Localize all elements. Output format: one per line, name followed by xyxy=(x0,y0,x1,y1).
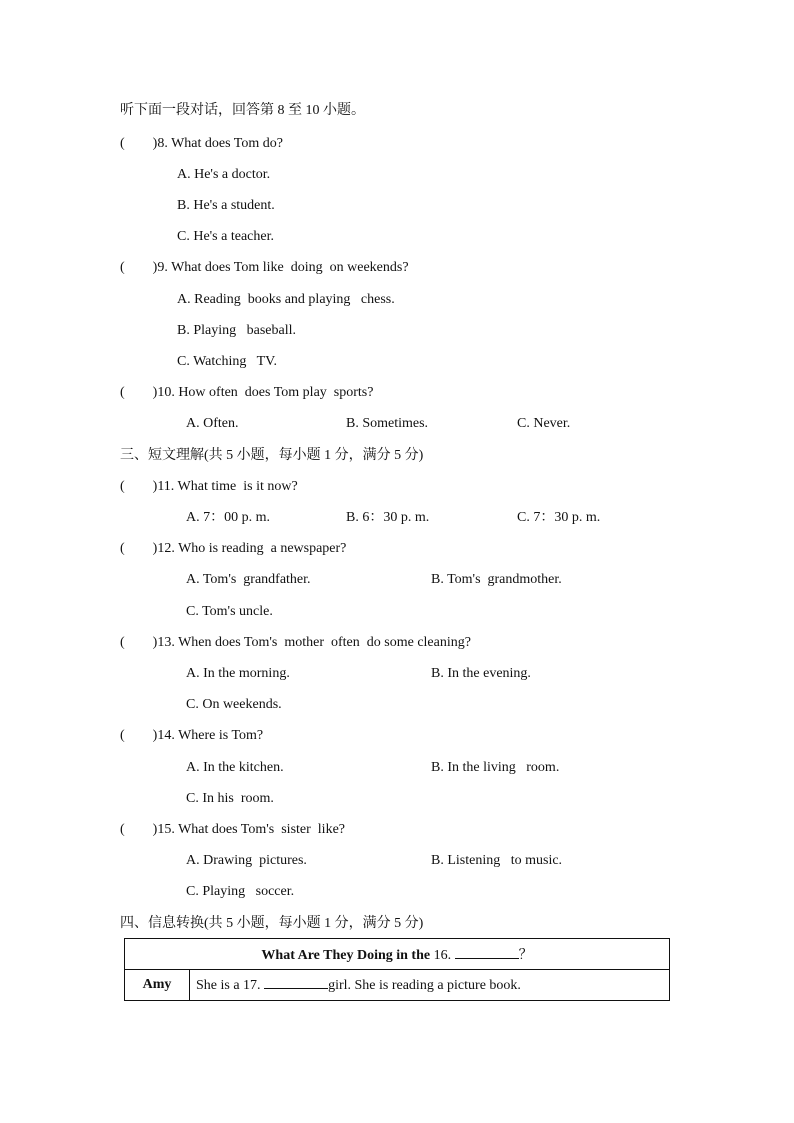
question-10-option-a: A. Often. xyxy=(186,416,239,431)
question-11-option-a: A. 7：00 p. m. xyxy=(186,510,270,525)
question-11-option-b: B. 6：30 p. m. xyxy=(346,510,430,525)
question-11-option-c: C. 7：30 p. m. xyxy=(517,510,601,525)
question-11-stem: ( )11. What time is it now? xyxy=(120,479,298,494)
question-10-option-c: C. Never. xyxy=(517,416,571,431)
info-table xyxy=(124,938,670,1001)
question-8-stem: ( )8. What does Tom do? xyxy=(120,136,283,151)
row-text-before: She is a 17. xyxy=(196,978,265,993)
question-12-option-b: B. Tom's grandmother. xyxy=(431,572,562,587)
row-name: Amy xyxy=(125,970,190,1001)
section-three-heading: 三、短文理解(共 5 小题，每小题 1 分，满分 5 分) xyxy=(120,448,424,463)
question-9-stem: ( )9. What does Tom like doing on weekends? xyxy=(120,260,409,275)
row-description xyxy=(190,970,670,1001)
question-10-stem: ( )10. How often does Tom play sports? xyxy=(120,385,374,400)
table-row xyxy=(125,970,670,1001)
blank-17[interactable] xyxy=(264,976,328,989)
question-12-option-c: C. Tom's uncle. xyxy=(186,604,273,619)
question-9-option-a: A. Reading books and playing chess. xyxy=(177,292,395,307)
question-15-option-a: A. Drawing pictures. xyxy=(186,853,307,868)
question-13-option-b: B. In the evening. xyxy=(431,666,531,681)
section-four-heading: 四、信息转换(共 5 小题，每小题 1 分，满分 5 分) xyxy=(120,916,424,931)
blank-16[interactable] xyxy=(455,946,519,959)
table-title-end: ？ xyxy=(518,948,533,963)
table-title-number: 16. xyxy=(433,948,452,963)
question-8-option-c: C. He's a teacher. xyxy=(177,229,274,244)
question-15-option-c: C. Playing soccer. xyxy=(186,884,295,899)
question-8-option-b: B. He's a student. xyxy=(177,198,275,213)
info-table-title xyxy=(125,939,670,970)
question-8-option-a: A. He's a doctor. xyxy=(177,167,271,182)
listening-instruction: 听下面一段对话，回答第 8 至 10 小题。 xyxy=(120,103,365,118)
question-13-option-a: A. In the morning. xyxy=(186,666,290,681)
question-15-stem: ( )15. What does Tom's sister like? xyxy=(120,822,345,837)
question-9-option-c: C. Watching TV. xyxy=(177,354,277,369)
question-14-option-b: B. In the living room. xyxy=(431,760,560,775)
question-12-option-a: A. Tom's grandfather. xyxy=(186,572,311,587)
question-12-stem: ( )12. Who is reading a newspaper? xyxy=(120,541,347,556)
question-14-option-c: C. In his room. xyxy=(186,791,274,806)
table-title-text: What Are They Doing in the xyxy=(261,948,434,963)
question-9-option-b: B. Playing baseball. xyxy=(177,323,296,338)
question-13-option-c: C. On weekends. xyxy=(186,697,282,712)
question-14-option-a: A. In the kitchen. xyxy=(186,760,284,775)
row-text-after: girl. She is reading a picture book. xyxy=(328,978,521,993)
question-14-stem: ( )14. Where is Tom? xyxy=(120,728,264,743)
info-table-title-row xyxy=(125,939,670,970)
question-13-stem: ( )13. When does Tom's mother often do some cleaning? xyxy=(120,635,471,650)
question-15-option-b: B. Listening to music. xyxy=(431,853,563,868)
question-10-option-b: B. Sometimes. xyxy=(346,416,429,431)
